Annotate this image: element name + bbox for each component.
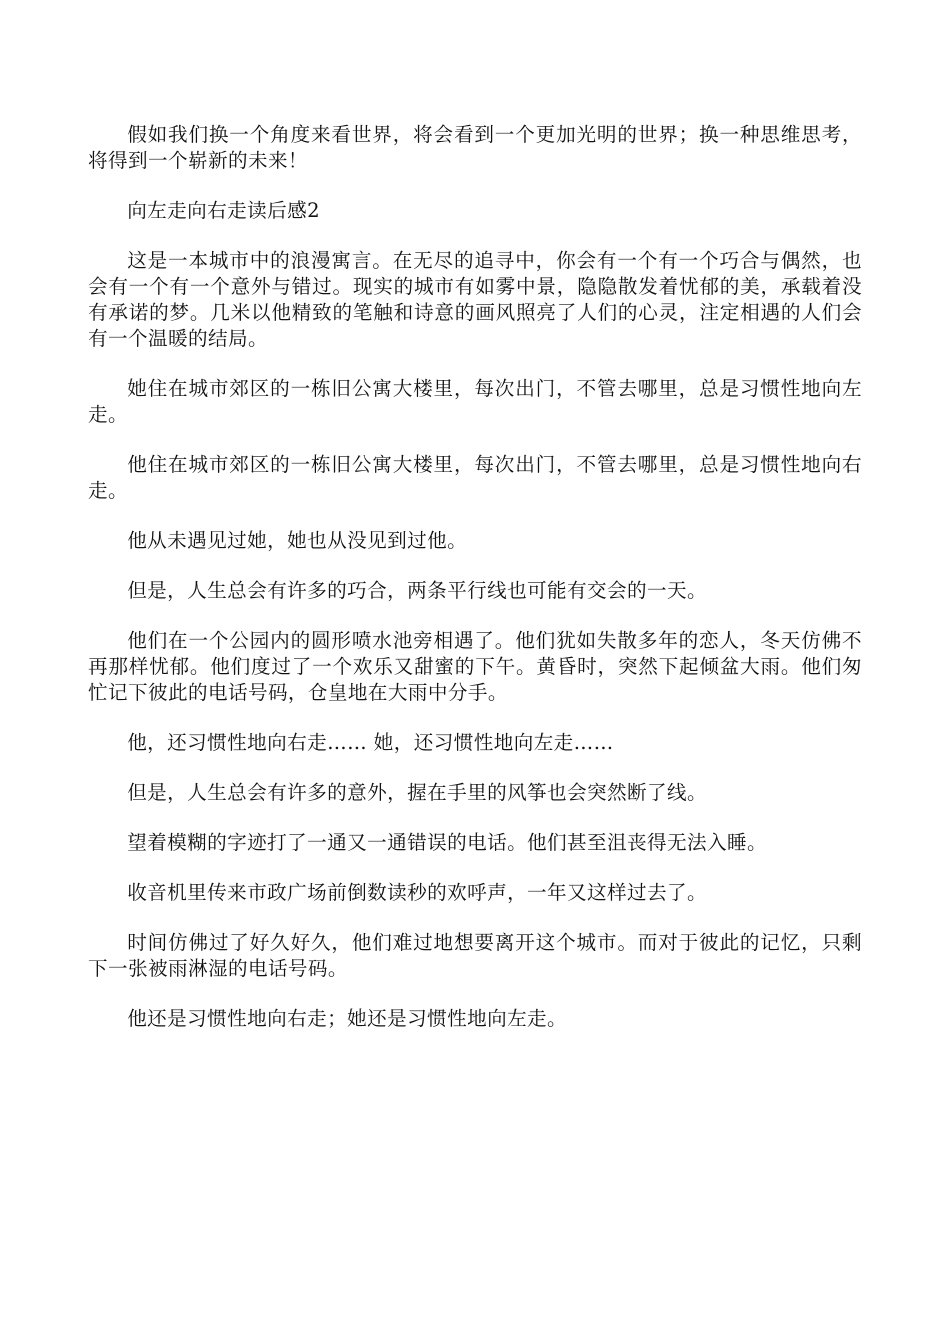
paragraph: 他从未遇见过她，她也从没见到过他。 [127,529,468,552]
section-title: 向左走向右走读后感2 [127,199,320,222]
paragraph: 他们在一个公园内的圆形喷水池旁相遇了。他们犹如失散多年的恋人，冬天仿佛不再那样忧郁。他们度过了一个欢乐又甜蜜的下午。黄昏时，突然下起倾盆大雨。他们匆忙记下彼此的电话号码，仓皇地在大雨中分手。 [88,629,862,704]
paragraph: 时间仿佛过了好久好久，他们难过地想要离开这个城市。而对于彼此的记忆，只剩下一张被雨淋湿的电话号码。 [88,931,862,980]
paragraph: 他住在城市郊区的一栋旧公寓大楼里，每次出门，不管去哪里，总是习惯性地向右走。 [88,453,862,502]
paragraph: 他，还习惯性地向右走…… 她，还习惯性地向左走…… [127,731,614,754]
paragraph: 望着模糊的字迹打了一通又一通错误的电话。他们甚至沮丧得无法入睡。 [127,831,767,854]
paragraph: 她住在城市郊区的一栋旧公寓大楼里，每次出门，不管去哪里，总是习惯性地向左走。 [88,377,862,426]
paragraph: 但是，人生总会有许多的意外，握在手里的风筝也会突然断了线。 [127,781,708,804]
paragraph-intro: 假如我们换一个角度来看世界，将会看到一个更加光明的世界；换一种思维思考，将得到一个崭新的未来！ [88,123,862,172]
paragraph: 这是一本城市中的浪漫寓言。在无尽的追寻中，你会有一个有一个巧合与偶然，也会有一个有一个意外与错过。现实的城市有如雾中景，隐隐散发着忧郁的美，承载着没有承诺的梦。几米以他精致的笔触和诗意的画风照亮了人们的心灵，注定相遇的人们会有一个温暖的结局。 [88,249,862,350]
paragraph: 他还是习惯性地向右走；她还是习惯性地向左走。 [127,1007,568,1030]
document-body [88,122,862,1056]
paragraph: 收音机里传来市政广场前倒数读秒的欢呼声，一年又这样过去了。 [127,881,708,904]
paragraph: 但是，人生总会有许多的巧合，两条平行线也可能有交会的一天。 [127,579,708,602]
